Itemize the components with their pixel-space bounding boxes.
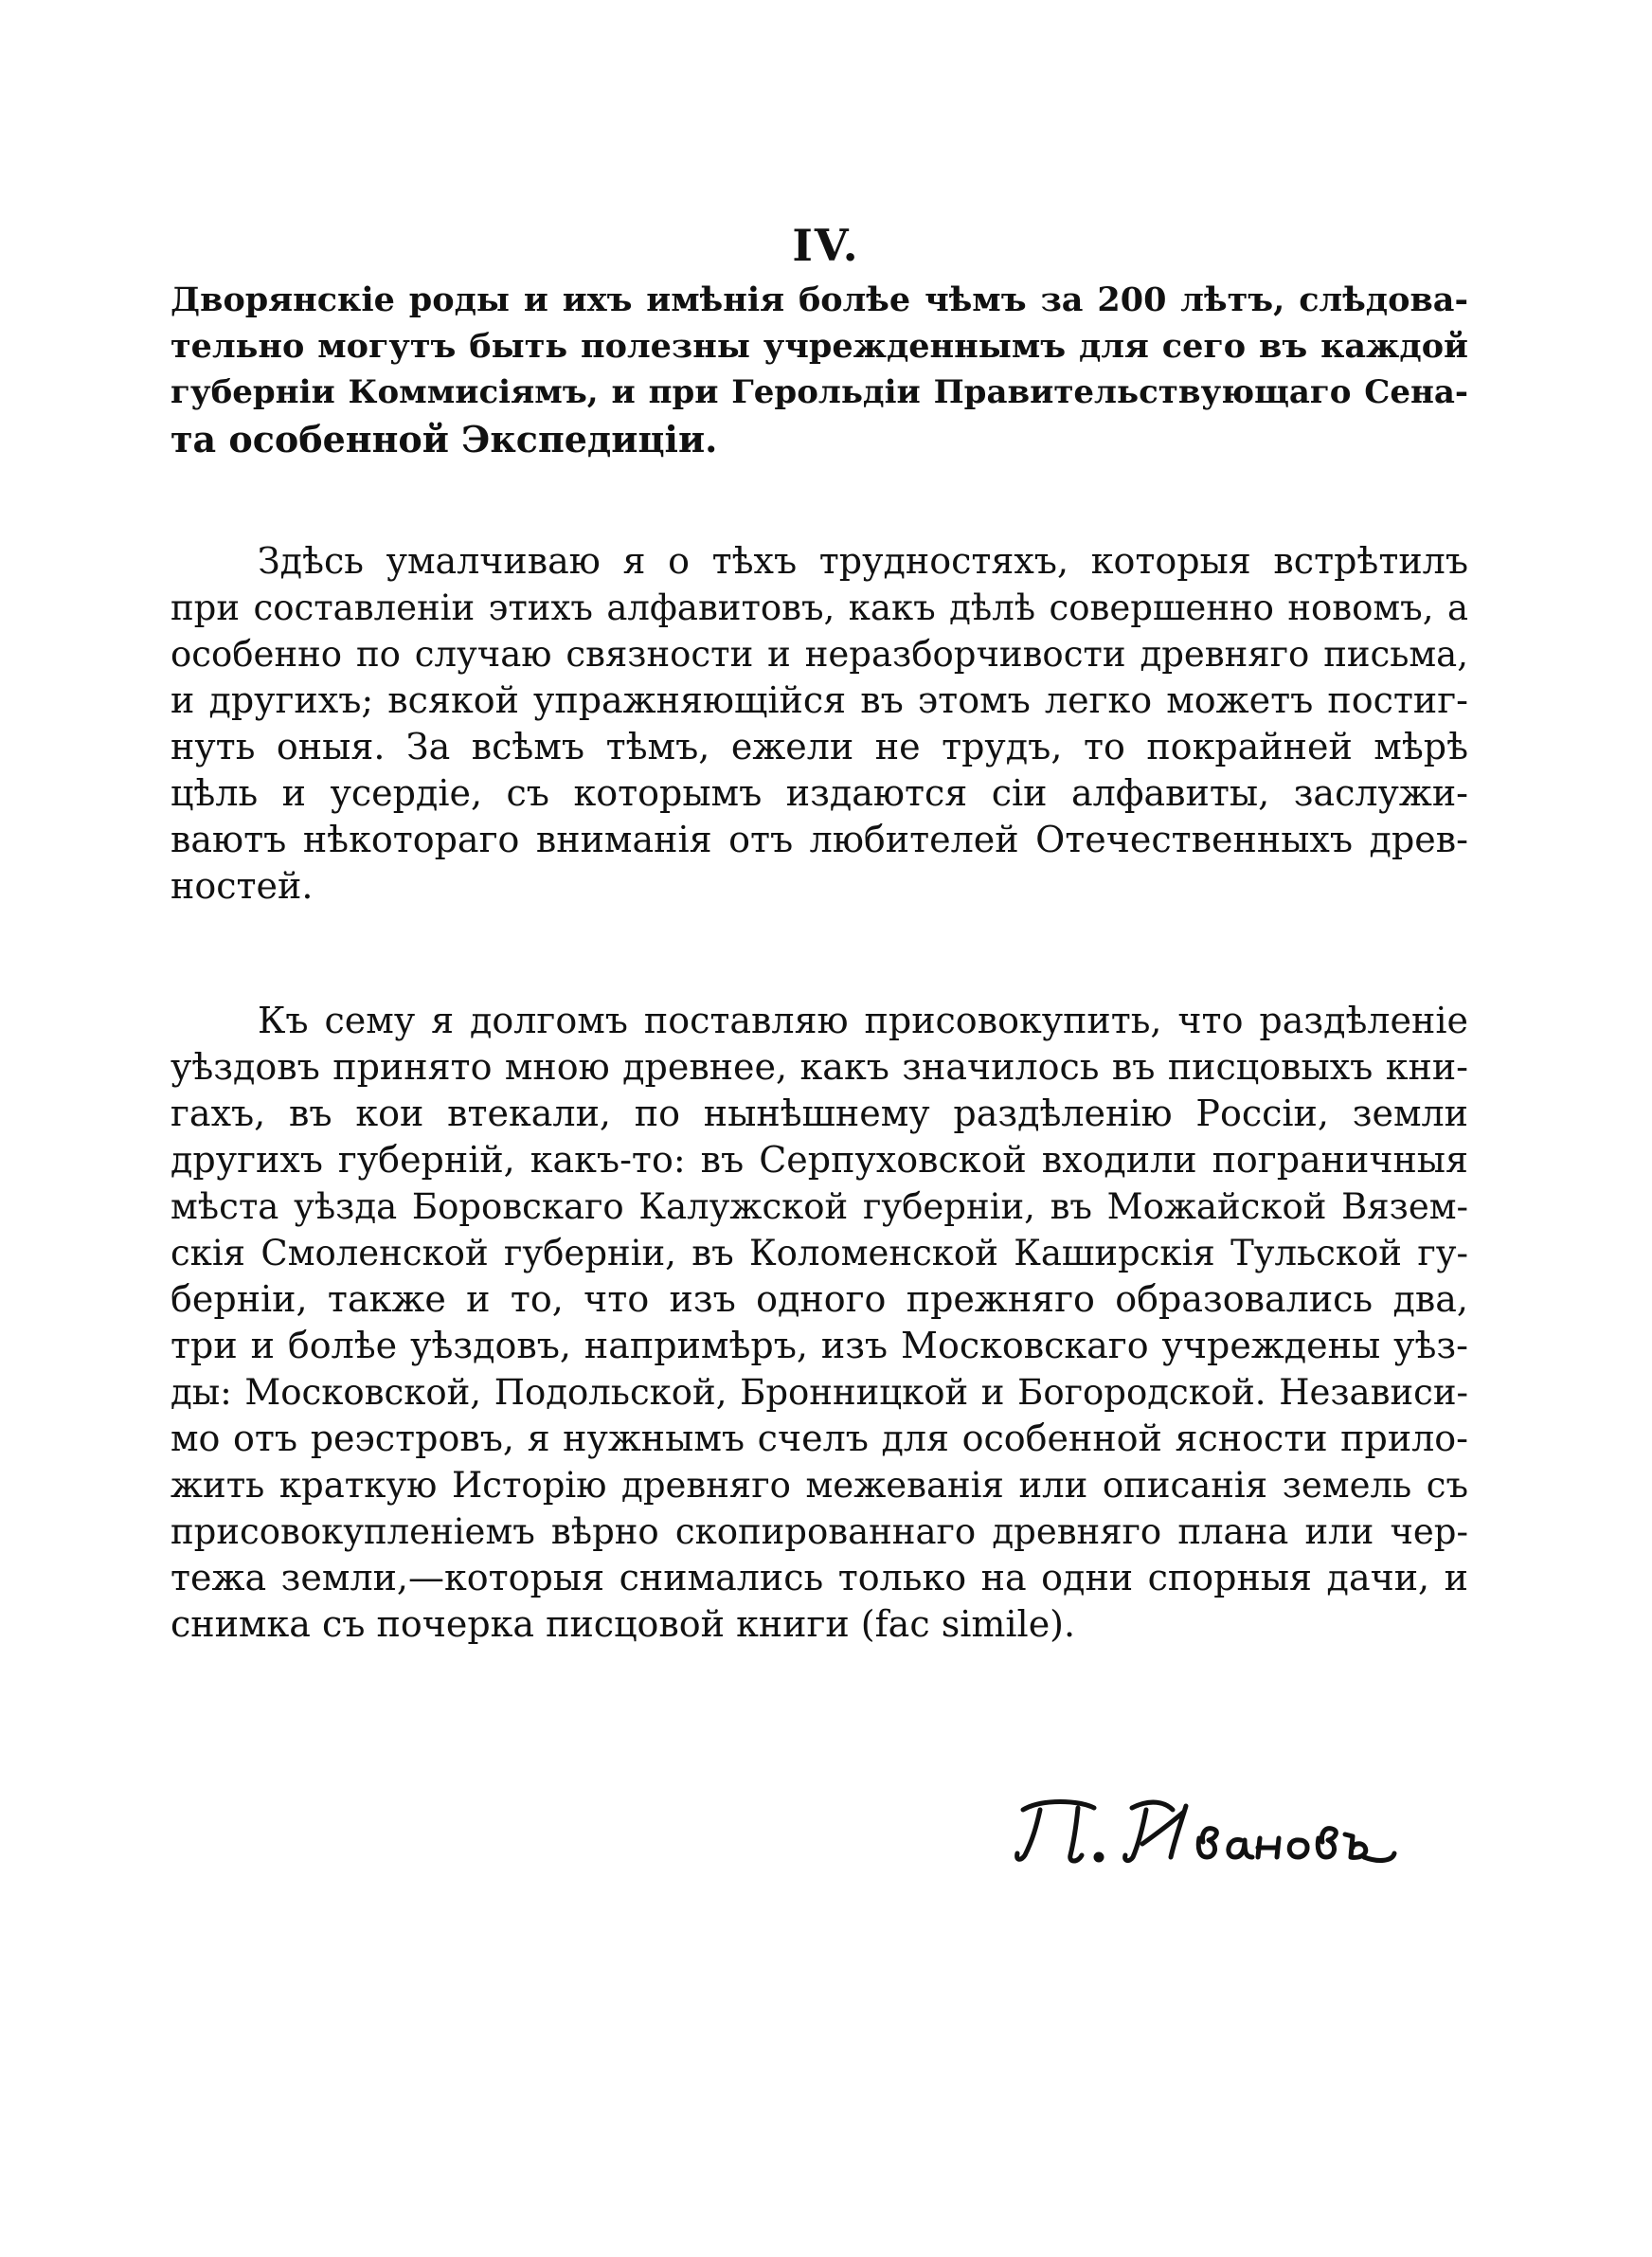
text-line: та особенной Экспедиціи. xyxy=(171,418,718,460)
text-line: скія Смоленской губерніи, въ Коломенской Каширскія Тульской гу- xyxy=(171,1233,1468,1273)
text-line: и другихъ; всякой упражняющійся въ этомъ легко можетъ постиг- xyxy=(171,679,1468,721)
text-line: мѣста уѣзда Боровскаго Калужской губерніи, въ Можайской Вязем- xyxy=(171,1186,1468,1227)
text-line: Дворянскіе роды и ихъ имѣнія болѣе чѣмъ за 200 лѣтъ, слѣдова- xyxy=(171,280,1468,319)
text-line: ды: Московской, Подольской, Бронницкой и Богородской. Независи- xyxy=(171,1372,1468,1413)
text-line: ваютъ нѣкотораго вниманія отъ любителей Отечественныхъ древ- xyxy=(171,819,1468,860)
signature xyxy=(1004,1781,1402,1876)
text-line: берніи, также и то, что изъ одного прежняго образовались два, xyxy=(171,1278,1468,1320)
text-line: особенно по случаю связности и неразборчивости древняго письма, xyxy=(171,634,1468,675)
signature-drawing xyxy=(1004,1781,1402,1876)
text-line: жить краткую Исторію древняго межеванія или описанія земель съ xyxy=(171,1465,1468,1506)
text-line: при составленіи этихъ алфавитовъ, какъ дѣлѣ совершенно новомъ, а xyxy=(171,587,1468,628)
text-line: другихъ губерній, какъ-то: въ Серпуховской входили пограничныя xyxy=(171,1139,1468,1181)
paragraph-2 xyxy=(171,538,1468,910)
text-line: уѣздовъ принято мною древнее, какъ значилось въ писцовыхъ кни- xyxy=(171,1046,1468,1088)
paragraph-1 xyxy=(171,277,1468,462)
text-line: Здѣсь умалчиваю я о тѣхъ трудностяхъ, которыя встрѣтилъ xyxy=(258,540,1468,582)
paragraph-3 xyxy=(171,998,1468,1648)
page-number: IV. xyxy=(792,220,860,271)
text-line: нуть оныя. За всѣмъ тѣмъ, ежели не трудъ, то покрайней мѣрѣ xyxy=(171,726,1468,767)
text-line: Къ сему я долгомъ поставляю присовокупить, что раздѣленіе xyxy=(258,1000,1468,1041)
text-line: снимка съ почерка писцовой книги (fac simile). xyxy=(171,1603,1076,1645)
text-line: три и болѣе уѣздовъ, напримѣръ, изъ Московскаго учреждены уѣз- xyxy=(171,1325,1468,1366)
text-line: гахъ, въ кои втекали, по нынѣшнему раздѣленію Россіи, земли xyxy=(171,1092,1468,1134)
text-line: ностей. xyxy=(171,865,314,907)
text-line: присовокупленіемъ вѣрно скопированнаго древняго плана или чер- xyxy=(171,1511,1468,1552)
text-line: губерніи Коммисіямъ, и при Герольдіи Правительствующаго Сена- xyxy=(171,373,1468,411)
text-line: тельно могутъ быть полезны учрежденнымъ для сего въ каждой xyxy=(171,327,1468,366)
text-line: тежа земли,—которыя снимались только на одни спорныя дачи, и xyxy=(171,1557,1468,1598)
text-line: цѣль и усердіе, съ которымъ издаются сіи алфавиты, заслужи- xyxy=(171,772,1468,814)
text-line: мо отъ реэстровъ, я нужнымъ счелъ для особенной ясности прило- xyxy=(171,1417,1468,1459)
